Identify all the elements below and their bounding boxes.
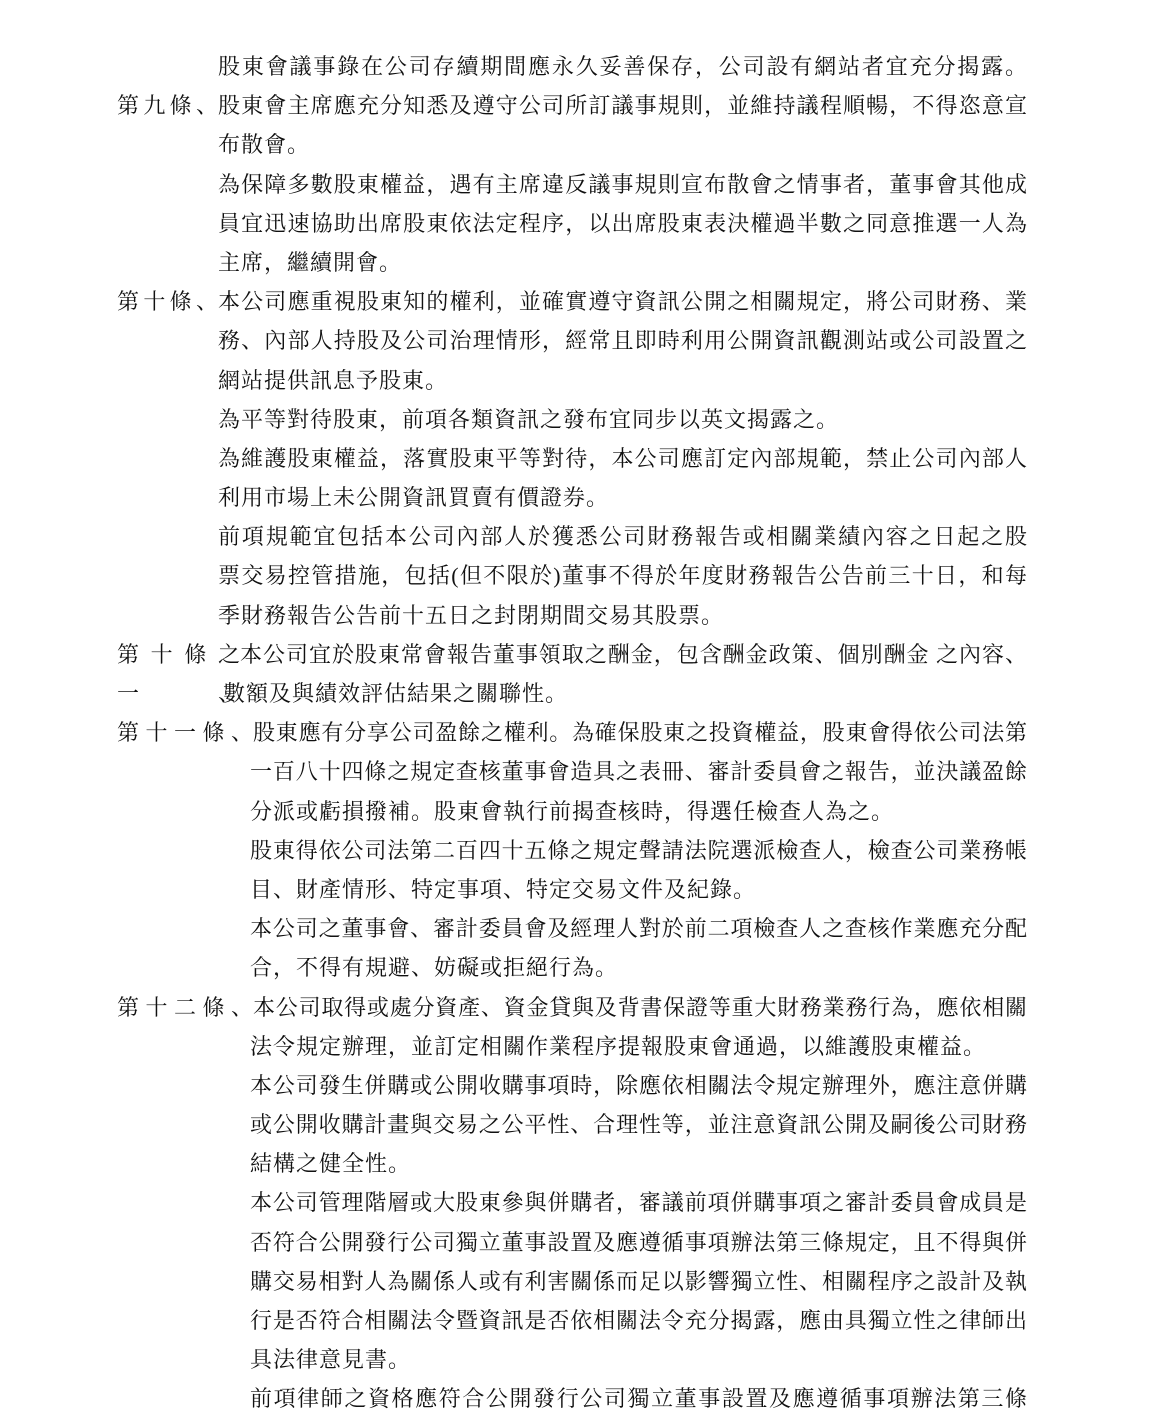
text-line: 布散會。 xyxy=(218,132,311,158)
line-text: 股東會主席應充分知悉及遵守公司所訂議事規則，並維持議程順暢，不得恣意宣 xyxy=(218,93,1027,119)
text-line: 季財務報告公告前十五日之封閉期間交易其股票。 xyxy=(218,602,725,628)
text-line: 網站提供訊息予股東。 xyxy=(218,367,449,393)
article-number: 第十條、 xyxy=(117,289,218,315)
document-body xyxy=(117,47,1027,1419)
article-number: 第九條、 xyxy=(117,93,218,119)
text-line: 數額及與績效評估結果之關聯性。 xyxy=(223,681,569,706)
text-line: 購交易相對人為關係人或有利害關係而足以影響獨立性、相關程序之設計及執 xyxy=(250,1268,1027,1294)
article-number: 第十二條、 xyxy=(117,994,253,1020)
article-line xyxy=(117,282,1027,321)
text-line: 主席，繼續開會。 xyxy=(218,249,403,275)
text-line: 股東得依公司法第二百四十五條之規定聲請法院選派檢查人，檢查公司業務帳 xyxy=(250,837,1027,863)
article-line xyxy=(117,86,1027,125)
text-line: 行是否符合相關法令暨資訊是否依相關法令充分揭露，應由具獨立性之律師出 xyxy=(250,1308,1027,1333)
line-text: 本公司應重視股東知的權利，並確實遵守資訊公開之相關規定，將公司財務、業 xyxy=(218,289,1027,315)
text-line: 合，不得有規避、妨礙或拒絕行為。 xyxy=(250,955,619,981)
text-line: 本公司發生併購或公開收購事項時，除應依相關法令規定辦理外，應注意併購 xyxy=(250,1072,1027,1098)
article-number: 第十一條、 xyxy=(117,720,253,746)
text-line: 務、內部人持股及公司治理情形，經常且即時利用公開資訊觀測站或公司設置之 xyxy=(218,328,1027,354)
text-line: 票交易控管措施，包括(但不限於)董事不得於年度財務報告公告前三十日，和每 xyxy=(218,563,1027,589)
text-line: 一百八十四條之規定查核董事會造具之表冊、審計委員會之報告，並決議盈餘 xyxy=(250,759,1027,785)
article-number: 第十條之一、 xyxy=(117,641,240,707)
text-line: 員宜迅速協助出席股東依法定程序，以出席股東表決權過半數之同意推選一人為 xyxy=(218,210,1027,236)
text-line: 前項律師之資格應符合公開發行公司獨立董事設置及應遵循事項辦法第三條 xyxy=(250,1386,1027,1412)
text-line: 本公司管理階層或大股東參與併購者，審議前項併購事項之審計委員會成員是 xyxy=(250,1190,1027,1216)
article-line xyxy=(117,713,1027,752)
text-line: 為平等對待股東，前項各類資訊之發布宜同步以英文揭露之。 xyxy=(218,406,840,432)
text-line: 前項規範宜包括本公司內部人於獲悉公司財務報告或相關業績內容之日起之股 xyxy=(218,524,1027,550)
text-line: 或公開收購計畫與交易之公平性、合理性等，並注意資訊公開及嗣後公司財務 xyxy=(250,1112,1027,1138)
line-text: 本公司取得或處分資產、資金貸與及背書保證等重大財務業務行為，應依相關 xyxy=(253,994,1027,1020)
text-line: 具法律意見書。 xyxy=(250,1347,412,1373)
text-line: 為保障多數股東權益，遇有主席違反議事規則宣布散會之情事者，董事會其他成 xyxy=(218,171,1027,197)
text-line: 結構之健全性。 xyxy=(250,1151,412,1177)
text-line: 本公司之董事會、審計委員會及經理人對於前二項檢查人之查核作業應充分配 xyxy=(250,916,1027,942)
line-text: 本公司宜於股東常會報告董事領取之酬金，包含酬金政策、個別酬金 之內容、 xyxy=(240,641,1027,667)
text-line: 股東會議事錄在公司存續期間應永久妥善保存，公司設有網站者宜充分揭露。 xyxy=(218,54,1027,79)
text-line: 分派或虧損撥補。股東會執行前揭查核時，得選任檢查人為之。 xyxy=(250,798,895,824)
line-text: 股東應有分享公司盈餘之權利。為確保股東之投資權益，股東會得依公司法第 xyxy=(253,720,1027,746)
text-line: 法令規定辦理，並訂定相關作業程序提報股東會通過，以維護股東權益。 xyxy=(250,1033,987,1059)
text-line: 為維護股東權益，落實股東平等對待，本公司應訂定內部規範，禁止公司內部人 xyxy=(218,445,1027,471)
article-line xyxy=(117,988,1027,1027)
text-line: 目、財產情形、特定事項、特定交易文件及紀錄。 xyxy=(250,876,757,902)
text-line: 否符合公開發行公司獨立董事設置及應遵循事項辦法第三條規定，且不得與併 xyxy=(250,1229,1027,1255)
text-line: 利用市場上未公開資訊買賣有價證券。 xyxy=(218,485,610,511)
